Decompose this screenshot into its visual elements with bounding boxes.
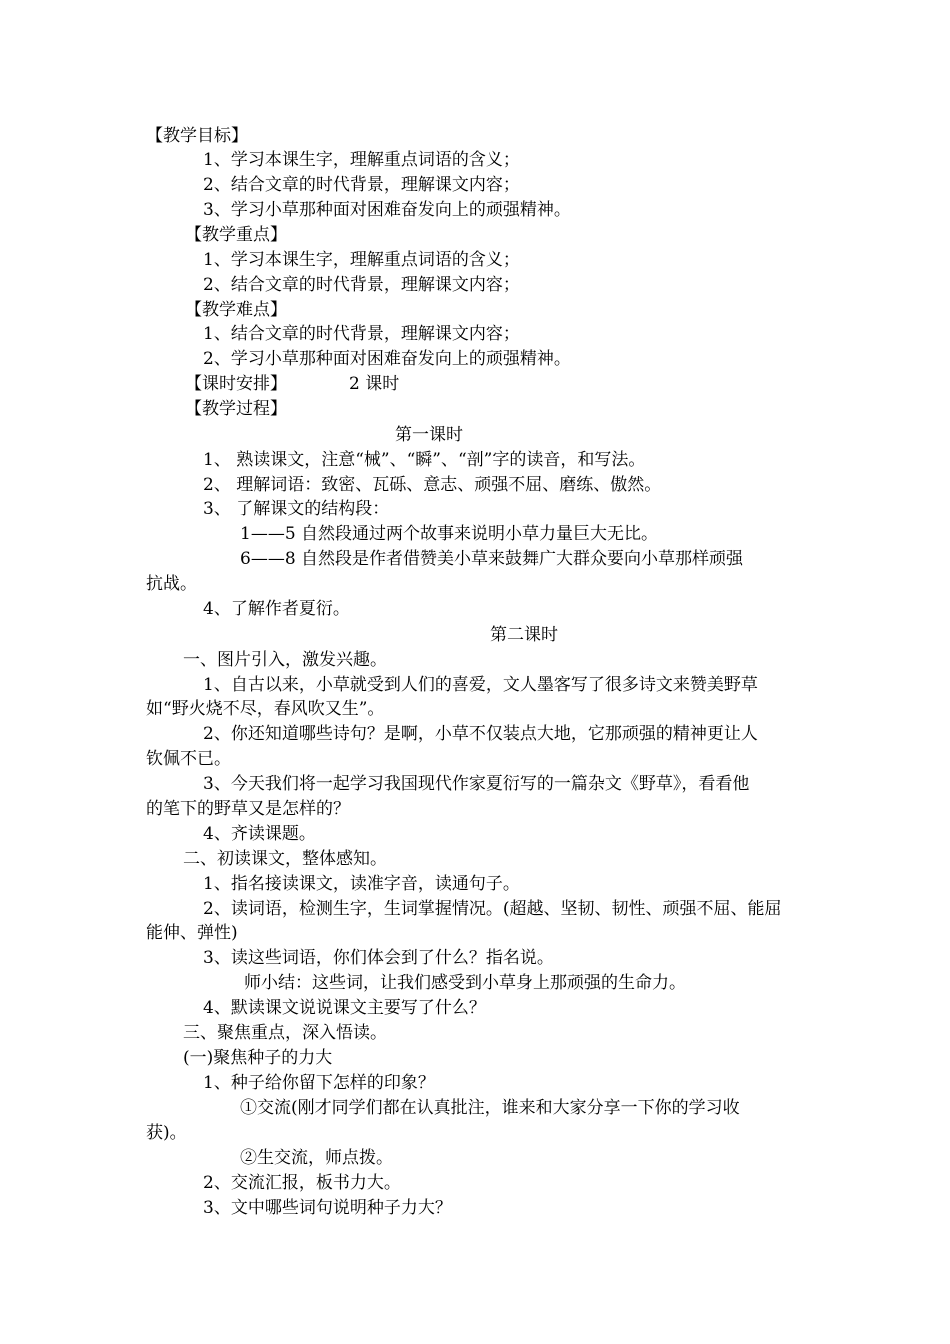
lesson2-line: 4、默读课文说说课文主要写了什么？ (203, 998, 486, 1018)
key-point-item: 2、结合文章的时代背景，理解课文内容； (203, 275, 520, 295)
lesson2-line: 2、读词语，检测生字，生词掌握情况。(超越、坚韧、韧性、顽强不屈、能屈 (203, 899, 782, 919)
lesson2-line: ①交流(刚才同学们都在认真批注，谁来和大家分享一下你的学习收 (240, 1098, 740, 1118)
lesson2-line: 二、初读课文，整体感知。 (183, 849, 387, 869)
goals-heading: 【教学目标】 (146, 126, 248, 146)
structure-line: 抗战。 (146, 574, 197, 594)
schedule-heading: 【课时安排】 (185, 374, 287, 394)
lesson2-line: 获)。 (146, 1123, 187, 1143)
goal-item: 3、学习小草那种面对困难奋发向上的顽强精神。 (203, 200, 571, 220)
lesson1-item: 3、 了解课文的结构段： (203, 499, 390, 519)
lesson2-line: 三、聚焦重点，深入悟读。 (183, 1023, 387, 1043)
key-points-heading: 【教学重点】 (185, 225, 287, 245)
lesson2-line: ②生交流，师点拨。 (240, 1148, 393, 1168)
lesson2-line: 3、文中哪些词句说明种子力大？ (203, 1198, 452, 1218)
lesson2-line: (一)聚焦种子的力大 (183, 1048, 333, 1068)
goal-item: 2、结合文章的时代背景，理解课文内容； (203, 175, 520, 195)
lesson2-line: 2、你还知道哪些诗句？是啊，小草不仅装点大地，它那顽强的精神更让人 (203, 724, 758, 744)
lesson2-line: 4、齐读课题。 (203, 824, 316, 844)
lesson1-item: 1、 熟读课文，注意“械”、“瞬”、“剖”字的读音，和写法。 (203, 450, 646, 470)
lesson2-line: 1、种子给你留下怎样的印象？ (203, 1073, 435, 1093)
lesson2-line: 的笔下的野草又是怎样的？ (146, 799, 350, 819)
lesson2-line: 能伸、弹性) (146, 923, 238, 943)
lesson2-line: 3、今天我们将一起学习我国现代作家夏衍写的一篇杂文《野草》，看看他 (203, 774, 750, 794)
lesson2-line: 师小结：这些词，让我们感受到小草身上那顽强的生命力。 (244, 973, 686, 993)
difficulty-item: 2、学习小草那种面对困难奋发向上的顽强精神。 (203, 349, 571, 369)
schedule-value: 2 课时 (349, 374, 400, 394)
lesson2-line: 一、图片引入，激发兴趣。 (183, 650, 387, 670)
difficulties-heading: 【教学难点】 (185, 300, 287, 320)
key-point-item: 1、学习本课生字，理解重点词语的含义； (203, 250, 520, 270)
lesson1-item: 2、 理解词语：致密、瓦砾、意志、顽强不屈、磨练、傲然。 (203, 475, 662, 495)
lesson1-title: 第一课时 (395, 425, 463, 445)
goal-item: 1、学习本课生字，理解重点词语的含义； (203, 150, 520, 170)
lesson1-item: 4、了解作者夏衍。 (203, 599, 350, 619)
lesson2-line: 如“野火烧不尽，春风吹又生”。 (146, 699, 385, 719)
lesson2-line: 2、交流汇报，板书力大。 (203, 1173, 401, 1193)
lesson2-line: 钦佩不已。 (146, 749, 231, 769)
structure-line: 1——5 自然段通过两个故事来说明小草力量巨大无比。 (240, 524, 659, 544)
structure-line: 6——8 自然段是作者借赞美小草来鼓舞广大群众要向小草那样顽强 (240, 549, 744, 569)
lesson2-line: 1、指名接读课文，读准字音，读通句子。 (203, 874, 520, 894)
lesson2-line: 3、读这些词语，你们体会到了什么？指名说。 (203, 948, 554, 968)
difficulty-item: 1、结合文章的时代背景，理解课文内容； (203, 324, 520, 344)
schedule-line (185, 372, 399, 397)
process-heading: 【教学过程】 (185, 399, 287, 419)
lesson2-line: 1、自古以来，小草就受到人们的喜爱，文人墨客写了很多诗文来赞美野草 (203, 675, 758, 695)
lesson2-title: 第二课时 (490, 625, 558, 645)
